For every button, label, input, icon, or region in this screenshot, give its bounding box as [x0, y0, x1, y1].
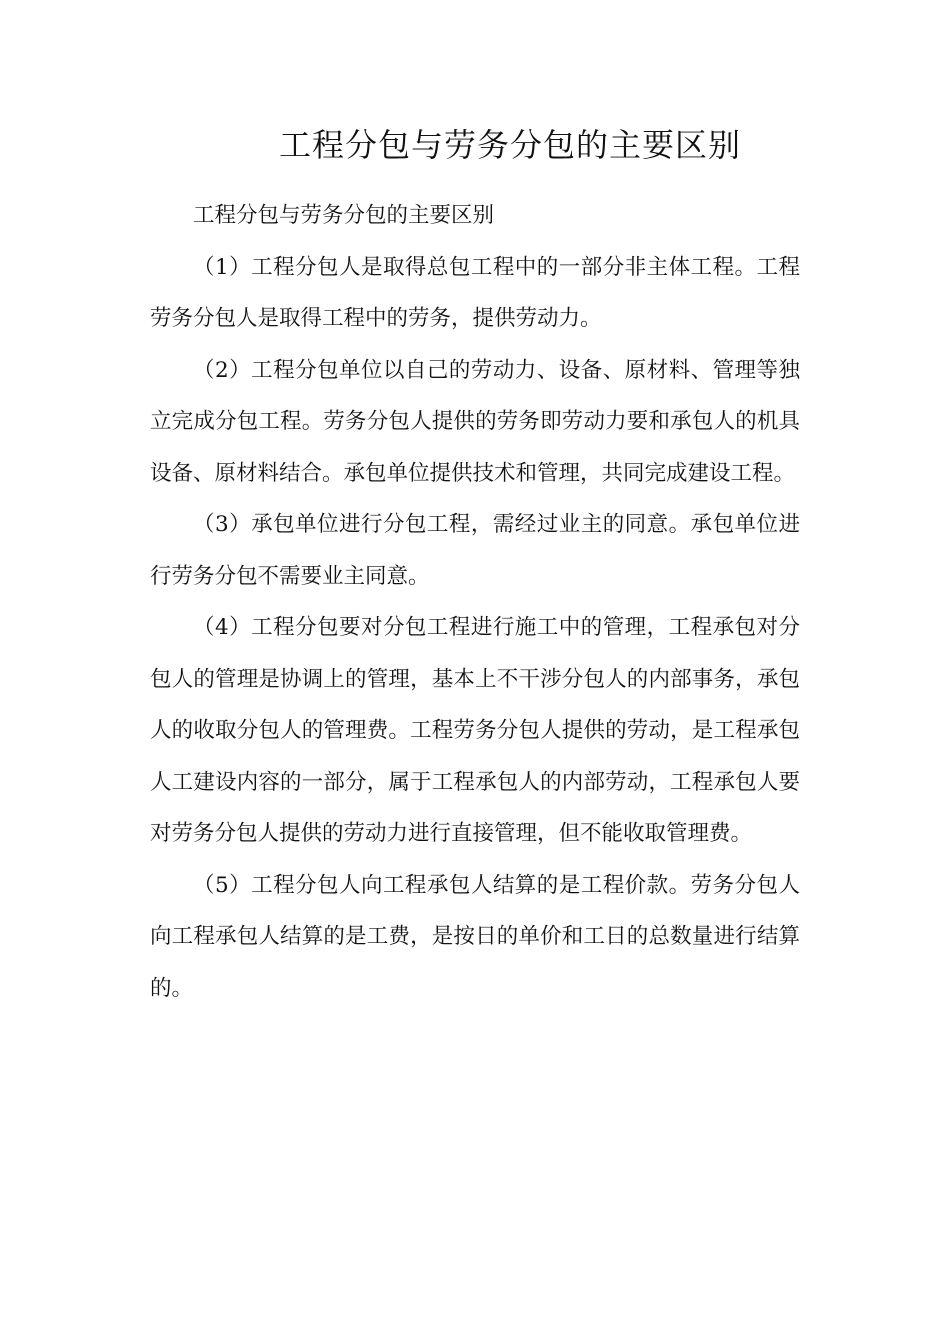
paragraph-4: （4）工程分包要对分包工程进行施工中的管理，工程承包对分包人的管理是协调上的管理，基本上不干涉分包人的内部事务，承包人的收取分包人的管理费。工程劳务分包人提供的劳动，是工程承包人工建设内容的一部分，属于工程承包人的内部劳动，工程承包人要对劳务分包人提供的劳动力进行直接管理，但不能收取管理费。	[150, 615, 800, 846]
paragraph-5: （5）工程分包人向工程承包人结算的是工程价款。劳务分包人向工程承包人结算的是工费，是按日的单价和工日的总数量进行结算的。	[150, 872, 800, 1001]
document-subtitle: 工程分包与劳务分包的主要区别	[193, 203, 495, 228]
document-title: 工程分包与劳务分包的主要区别	[278, 126, 741, 164]
paragraph-3: （3）承包单位进行分包工程，需经过业主的同意。承包单位进行劳务分包不需要业主同意。	[150, 512, 800, 589]
paragraph-2: （2）工程分包单位以自己的劳动力、设备、原材料、管理等独立完成分包工程。劳务分包人提供的劳务即劳动力要和承包人的机具设备、原材料结合。承包单位提供技术和管理，共同完成建设工程。	[150, 357, 800, 486]
document-body	[150, 190, 800, 1014]
paragraph-1: （1）工程分包人是取得总包工程中的一部分非主体工程。工程劳务分包人是取得工程中的劳务，提供劳动力。	[150, 254, 800, 331]
